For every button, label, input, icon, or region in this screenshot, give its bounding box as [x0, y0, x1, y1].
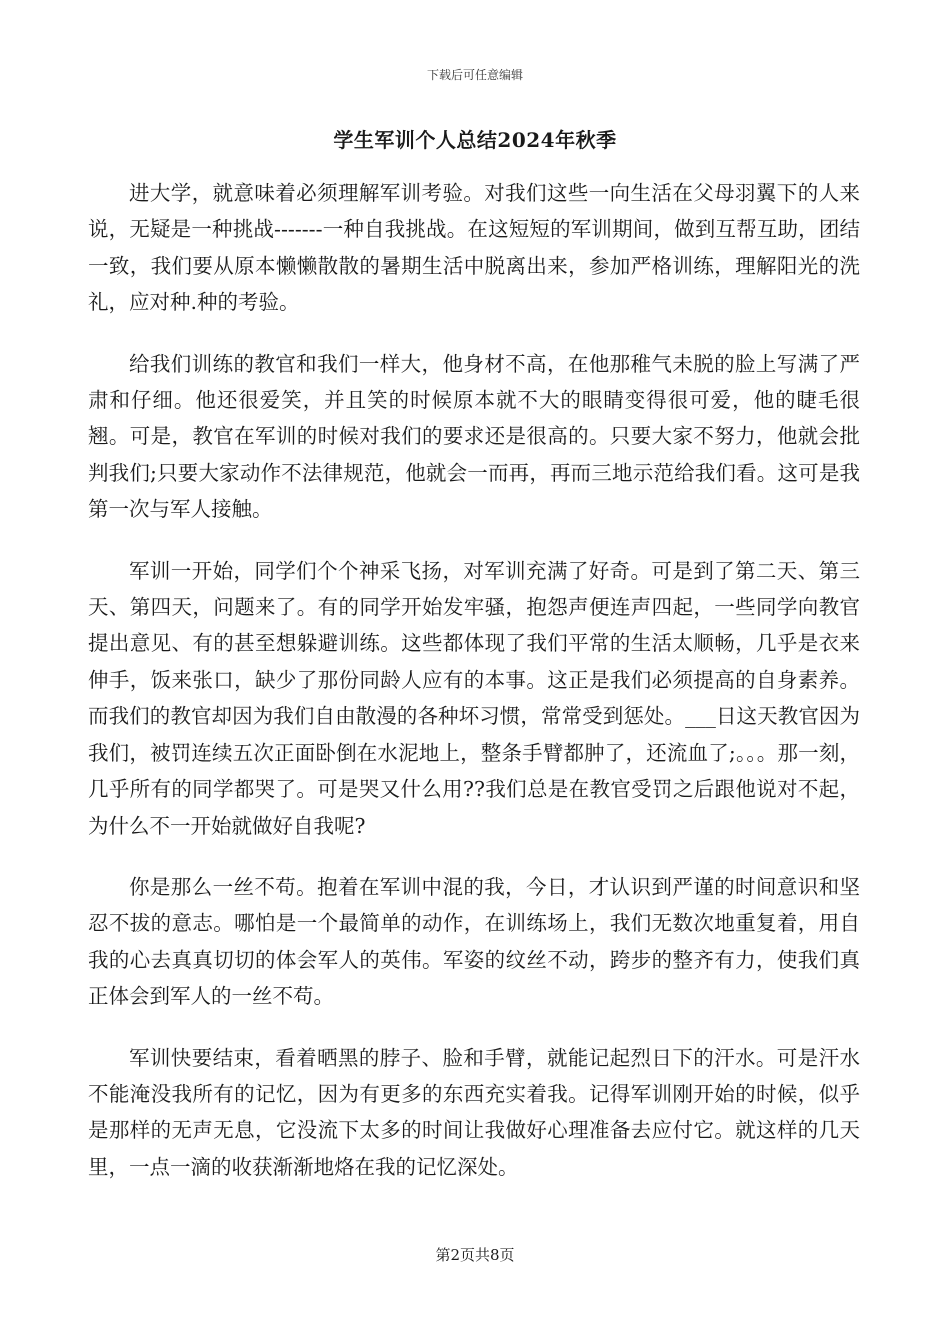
document-title: 学生军训个人总结2024年秋季	[333, 128, 617, 152]
paragraph: 进大学，就意味着必须理解军训考验。对我们这些一向生活在父母羽翼下的人来说，无疑是一种挑战-------一种自我挑战。在这短短的军训期间，做到互帮互助，团结一致，我们要从原本懒懒散散的暑期生活中脱离出来，参加严格训练，理解阳光的洗礼，应对种.种的考验。	[88, 181, 860, 315]
page-number: 第2页共8页	[435, 1246, 515, 1264]
paragraph: 军训快要结束，看着晒黑的脖子、脸和手臂，就能记起烈日下的汗水。可是汗水不能淹没我所有的记忆，因为有更多的东西充实着我。记得军训刚开始的时候，似乎是那样的无声无息，它没流下太多的时间让我做好心理准备去应付它。就这样的几天里，一点一滴的收获渐渐地烙在我的记忆深处。	[88, 1045, 860, 1179]
paragraph: 你是那么一丝不苟。抱着在军训中混的我，今日，才认识到严谨的时间意识和坚忍不拔的意志。哪怕是一个最简单的动作，在训练场上，我们无数次地重复着，用自我的心去真真切切的体会军人的英伟。军姿的纹丝不动，跨步的整齐有力，使我们真正体会到军人的一丝不苟。	[88, 874, 860, 1009]
document-body	[88, 175, 860, 1210]
paragraph: 给我们训练的教官和我们一样大，他身材不高，在他那稚气未脱的脸上写满了严肃和仔细。他还很爱笑，并且笑的时候原本就不大的眼睛变得很可爱，他的睫毛很翘。可是，教官在军训的时候对我们的要求还是很高的。只要大家不努力，他就会批判我们;只要大家动作不法律规范，他就会一而再，再而三地示范给我们看。这可是我第一次与军人接触。	[88, 351, 860, 522]
header-note: 下载后可任意编辑	[426, 68, 523, 82]
paragraph: 军训一开始，同学们个个神采飞扬，对军训充满了好奇。可是到了第二天、第三天、第四天，问题来了。有的同学开始发牢骚，抱怨声便连声四起，一些同学向教官提出意见、有的甚至想躲避训练。这些都体现了我们平常的生活太顺畅，几乎是衣来伸手，饭来张口，缺少了那份同龄人应有的本事。这正是我们必须提高的自身素养。而我们的教官却因为我们自由散漫的各种坏习惯，常常受到惩处。___日这天教官因为我们，被罚连续五次正面卧倒在水泥地上，整条手臂都肿了，还流血了;。。。那一刻，几乎所有的同学都哭了。可是哭又什么用??我们总是在教官受罚之后跟他说对不起，为什么不一开始就做好自我呢?	[88, 558, 860, 838]
